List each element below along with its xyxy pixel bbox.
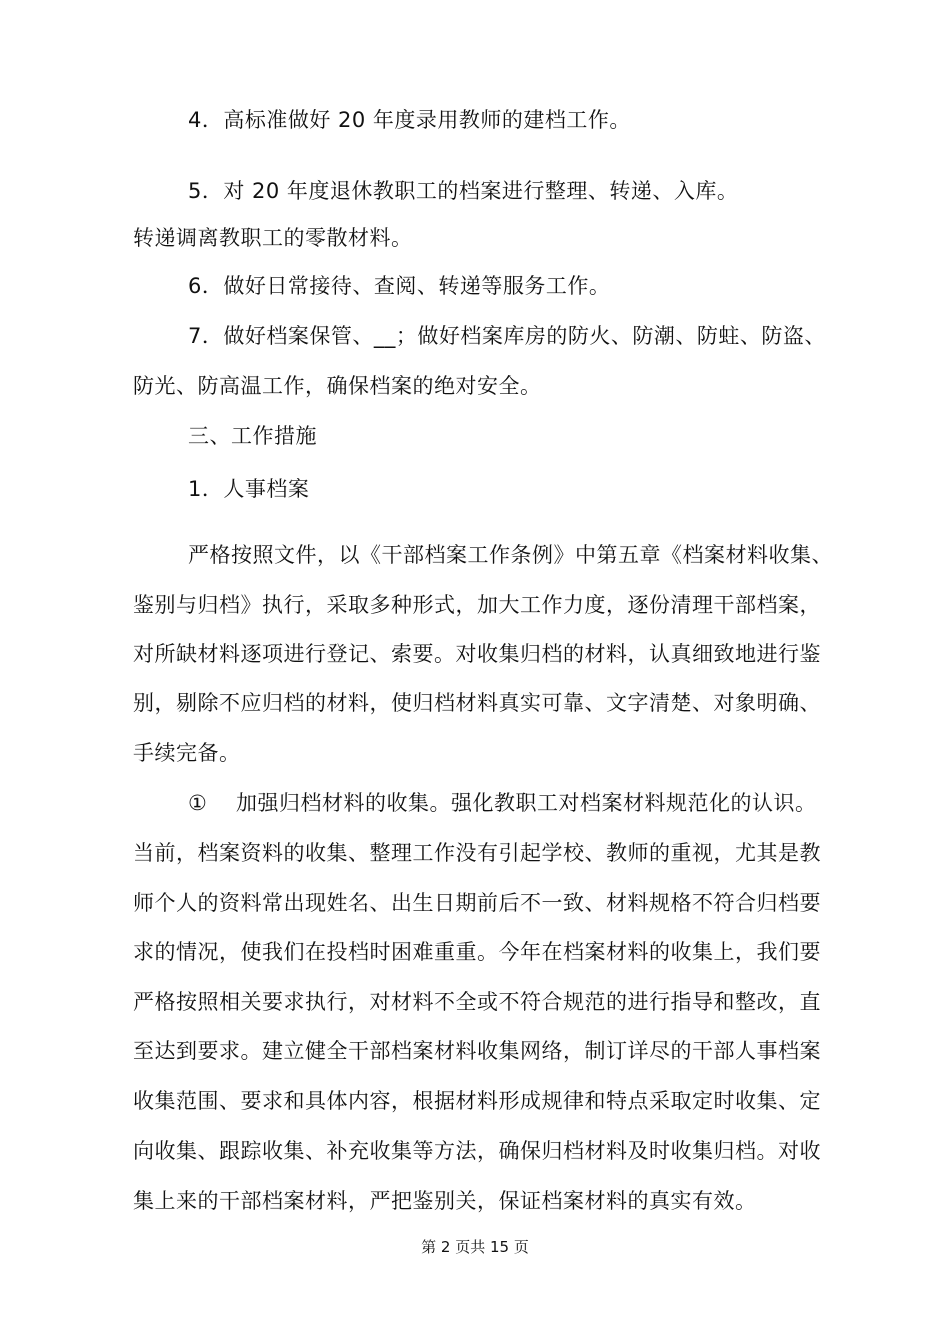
paragraph-line: 严格按照文件，以《干部档案工作条例》中第五章《档案材料收集、 <box>188 543 833 567</box>
paragraph-line: 当前，档案资料的收集、整理工作没有引起学校、教师的重视，尤其是教 <box>133 841 821 865</box>
paragraph-line: 求的情况，使我们在投档时困难重重。今年在档案材料的收集上，我们要 <box>133 940 821 964</box>
paragraph-line: 对所缺材料逐项进行登记、索要。对收集归档的材料，认真细致地进行鉴 <box>133 642 821 666</box>
page-number-footer: 第 2 页共 15 页 <box>421 1238 529 1256</box>
paragraph-line: 防光、防高温工作，确保档案的绝对安全。 <box>133 374 542 398</box>
paragraph-line: 集上来的干部档案材料，严把鉴别关，保证档案材料的真实有效。 <box>133 1189 757 1213</box>
paragraph-line: 收集范围、要求和具体内容，根据材料形成规律和特点采取定时收集、定 <box>133 1089 821 1113</box>
paragraph-line: 5．对 20 年度退休教职工的档案进行整理、转递、入库。 <box>188 179 739 203</box>
paragraph-line: 7．做好档案保管、__；做好档案库房的防火、防潮、防蛀、防盗、 <box>188 324 826 348</box>
paragraph-line: 4．高标准做好 20 年度录用教师的建档工作。 <box>188 108 631 132</box>
paragraph-line: 师个人的资料常出现姓名、出生日期前后不一致、材料规格不符合归档要 <box>133 891 821 915</box>
section-heading: 三、工作措施 <box>188 424 317 448</box>
paragraph-line: 转递调离教职工的零散材料。 <box>133 226 413 250</box>
paragraph-line: 至达到要求。建立健全干部档案材料收集网络，制订详尽的干部人事档案 <box>133 1039 821 1063</box>
paragraph-line: 6．做好日常接待、查阅、转递等服务工作。 <box>188 274 611 298</box>
paragraph-line: 严格按照相关要求执行，对材料不全或不符合规范的进行指导和整改，直 <box>133 990 821 1014</box>
subsection-heading: 1．人事档案 <box>188 477 310 501</box>
paragraph-line: 手续完备。 <box>133 741 241 765</box>
paragraph-line: 别，剔除不应归档的材料，使归档材料真实可靠、文字清楚、对象明确、 <box>133 691 821 715</box>
paragraph-line: 鉴别与归档》执行，采取多种形式，加大工作力度，逐份清理干部档案， <box>133 593 821 617</box>
paragraph-line: 向收集、跟踪收集、补充收集等方法，确保归档材料及时收集归档。对收 <box>133 1139 821 1163</box>
paragraph-line: ① 加强归档材料的收集。强化教职工对档案材料规范化的认识。 <box>188 791 817 815</box>
